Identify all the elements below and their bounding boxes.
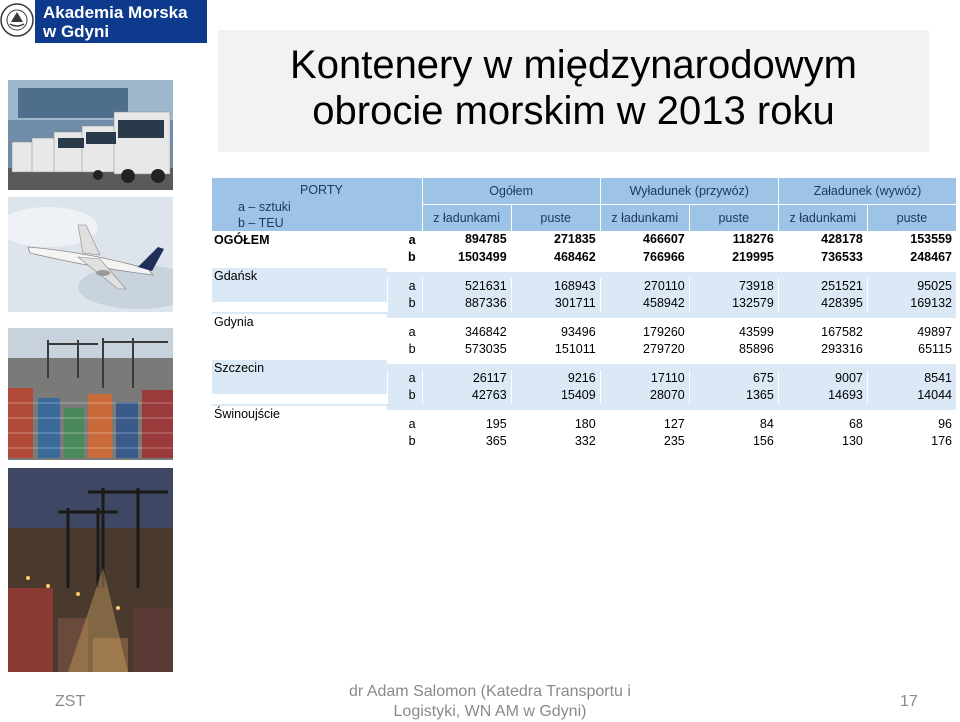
cell: 156: [689, 433, 778, 450]
cell: 1503499: [422, 249, 511, 266]
photo-trucks: [8, 80, 173, 190]
row-ab-label: b: [387, 249, 422, 266]
cell: 195: [422, 416, 511, 433]
photo-airplane: [8, 197, 173, 312]
cell: 95025: [867, 278, 956, 295]
cell: 84: [689, 416, 778, 433]
cell: 26117: [422, 370, 511, 387]
cell: 279720: [600, 341, 689, 358]
cell: 428178: [778, 231, 867, 249]
cell: 521631: [422, 278, 511, 295]
port-name: Świnoujście: [212, 406, 387, 440]
cell: 271835: [511, 231, 600, 249]
cell: 28070: [600, 387, 689, 404]
port-name: Gdańsk: [212, 268, 387, 302]
cell: 332: [511, 433, 600, 450]
containers-table: [212, 178, 957, 450]
cell: 675: [689, 370, 778, 387]
footer-author-line2: Logistyki, WN AM w Gdyni): [393, 703, 587, 720]
cell: 180: [511, 416, 600, 433]
cell: 68: [778, 416, 867, 433]
table-row: [212, 231, 957, 249]
cell: 118276: [689, 231, 778, 249]
logo-text: [35, 0, 207, 43]
legend-a: a – sztuki: [238, 200, 291, 214]
cell: 176: [867, 433, 956, 450]
cell: 93496: [511, 324, 600, 341]
cell: 132579: [689, 295, 778, 312]
slide-footer: [0, 682, 960, 722]
header-porty: [212, 178, 422, 231]
row-ab-label: a: [387, 278, 422, 295]
cell: 153559: [867, 231, 956, 249]
table-row: [212, 324, 957, 341]
cell: 42763: [422, 387, 511, 404]
subheader-col: z ładunkami: [778, 205, 867, 232]
cell: 14044: [867, 387, 956, 404]
port-name: OGÓŁEM: [212, 231, 387, 266]
cell: 766966: [600, 249, 689, 266]
row-ab-label: a: [387, 231, 422, 249]
logo-line1: Akademia Morska: [43, 3, 188, 22]
cell: 346842: [422, 324, 511, 341]
cell: 235: [600, 433, 689, 450]
subheader-col: puste: [511, 205, 600, 232]
subheader-col: z ładunkami: [600, 205, 689, 232]
cell: 167582: [778, 324, 867, 341]
photo-port-night: [8, 468, 173, 672]
header-group-zaladunek: Załadunek (wywóz): [778, 178, 956, 205]
port-name: Szczecin: [212, 360, 387, 394]
row-ab-label: a: [387, 416, 422, 433]
title-line2: obrocie morskim w 2013 roku: [312, 89, 835, 133]
footer-author: [330, 682, 650, 722]
cell: 49897: [867, 324, 956, 341]
cell: 169132: [867, 295, 956, 312]
cell: 468462: [511, 249, 600, 266]
logo-line2: w Gdyni: [43, 22, 110, 41]
cell: 127: [600, 416, 689, 433]
header-group-ogolem: Ogółem: [422, 178, 600, 205]
slide-title: [218, 30, 929, 152]
row-ab-label: b: [387, 341, 422, 358]
university-logo: [0, 0, 210, 44]
table-row: [212, 416, 957, 433]
row-ab-label: b: [387, 387, 422, 404]
cell: 168943: [511, 278, 600, 295]
cell: 9216: [511, 370, 600, 387]
header-group-wyladunek: Wyładunek (przywóz): [600, 178, 778, 205]
cell: 15409: [511, 387, 600, 404]
subheader-col: z ładunkami: [422, 205, 511, 232]
cell: 458942: [600, 295, 689, 312]
subheader-col: puste: [867, 205, 956, 232]
cell: 179260: [600, 324, 689, 341]
cell: 248467: [867, 249, 956, 266]
cell: 8541: [867, 370, 956, 387]
cell: 887336: [422, 295, 511, 312]
row-ab-label: a: [387, 324, 422, 341]
cell: 85896: [689, 341, 778, 358]
cell: 43599: [689, 324, 778, 341]
footer-left: ZST: [55, 693, 86, 710]
cell: 301711: [511, 295, 600, 312]
legend-b: b – TEU: [238, 216, 284, 230]
cell: 251521: [778, 278, 867, 295]
cell: 151011: [511, 341, 600, 358]
table-row: [212, 278, 957, 295]
cell: 466607: [600, 231, 689, 249]
cell: 73918: [689, 278, 778, 295]
university-seal-icon: [0, 0, 35, 42]
cell: 130: [778, 433, 867, 450]
cell: 736533: [778, 249, 867, 266]
cell: 894785: [422, 231, 511, 249]
cell: 17110: [600, 370, 689, 387]
cell: 219995: [689, 249, 778, 266]
subheader-col: puste: [689, 205, 778, 232]
cell: 9007: [778, 370, 867, 387]
footer-author-line1: dr Adam Salomon (Katedra Transportu i: [349, 683, 631, 700]
cell: 14693: [778, 387, 867, 404]
page-number: 17: [900, 693, 918, 710]
cell: 1365: [689, 387, 778, 404]
row-ab-label: b: [387, 295, 422, 312]
row-ab-label: a: [387, 370, 422, 387]
cell: 365: [422, 433, 511, 450]
cell: 293316: [778, 341, 867, 358]
title-line1: Kontenery w międzynarodowym: [290, 43, 857, 87]
port-name: Gdynia: [212, 314, 387, 348]
cell: 573035: [422, 341, 511, 358]
header-porty-label: PORTY: [300, 183, 343, 197]
cell: 96: [867, 416, 956, 433]
cell: 65115: [867, 341, 956, 358]
cell: 270110: [600, 278, 689, 295]
table-row: [212, 370, 957, 387]
data-table: [212, 178, 957, 450]
photo-container-terminal: [8, 328, 173, 460]
row-ab-label: b: [387, 433, 422, 450]
cell: 428395: [778, 295, 867, 312]
